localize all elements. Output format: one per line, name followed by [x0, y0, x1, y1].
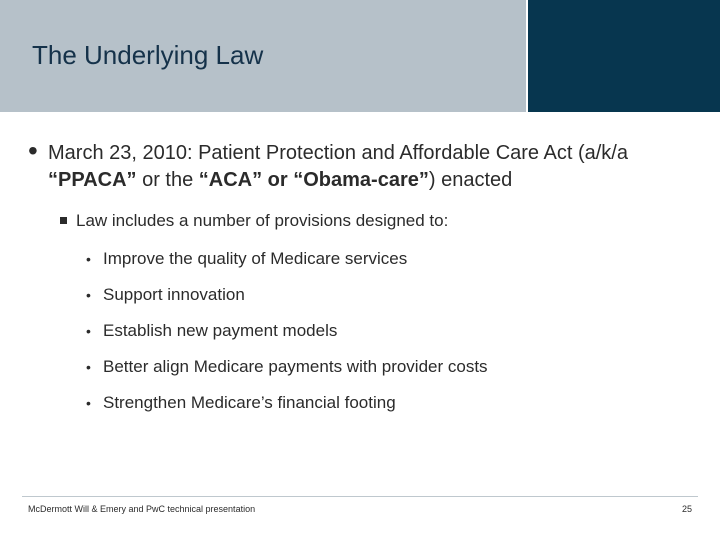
provision-text: Strengthen Medicare’s financial footing — [103, 393, 396, 412]
footer-divider — [22, 496, 698, 497]
aca-term: “ACA” or “Obama-care” — [198, 169, 429, 191]
main-bullet-intro: March 23, 2010: Patient Protection and Affordable Care Act (a/k/a — [48, 142, 628, 164]
provision-text: Support innovation — [103, 285, 245, 304]
sub-bullet — [60, 210, 680, 232]
provision-item — [86, 284, 686, 306]
sub-bullet-text: Law includes a number of provisions designed to: — [76, 211, 449, 230]
ppaca-term: “PPACA” — [48, 169, 137, 191]
bullet-dot-icon: • — [86, 359, 91, 375]
page-number: 25 — [681, 504, 692, 514]
accent-block — [528, 0, 720, 112]
provision-item — [86, 356, 686, 378]
main-bullet-middle: or the — [136, 169, 199, 191]
footer-presentation-label: McDermott Will & Emery and PwC technical presentation — [28, 504, 256, 514]
main-bullet-end: ) enacted — [428, 169, 513, 191]
bullet-dot-icon: • — [86, 323, 91, 339]
provision-text: Improve the quality of Medicare services — [103, 249, 408, 268]
bullet-dot-icon: • — [86, 395, 91, 411]
main-bullet — [28, 135, 698, 194]
square-bullet-icon — [60, 217, 67, 224]
provision-item — [86, 392, 686, 414]
provision-text: Better align Medicare payments with provider costs — [103, 357, 488, 376]
provision-item — [86, 320, 686, 342]
bullet-dot-icon: • — [86, 251, 91, 267]
main-bullet-dot: • — [28, 135, 38, 166]
provision-text: Establish new payment models — [103, 321, 338, 340]
bullet-dot-icon: • — [86, 287, 91, 303]
provision-item — [86, 248, 686, 270]
slide-title: The Underlying Law — [32, 40, 264, 70]
main-bullet-text — [48, 140, 698, 194]
